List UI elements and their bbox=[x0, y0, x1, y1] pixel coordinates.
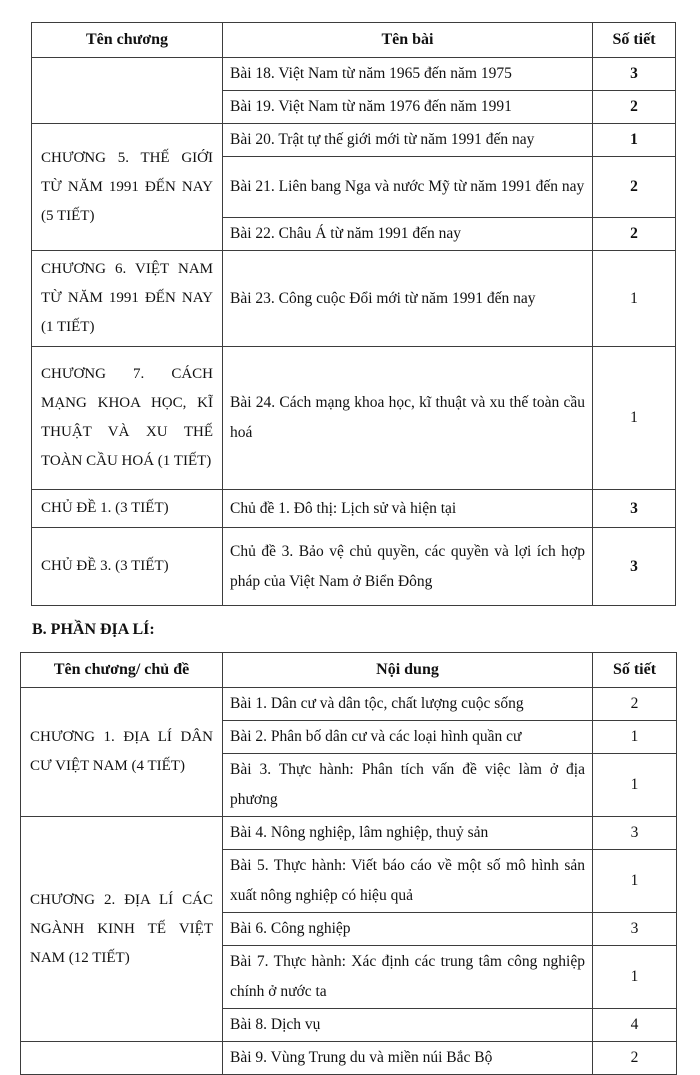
table-header-row bbox=[32, 23, 676, 58]
table-row bbox=[21, 1042, 677, 1075]
lesson-cell: Bài 8. Dịch vụ bbox=[223, 1009, 593, 1042]
periods-cell: 3 bbox=[593, 817, 677, 850]
periods-cell: 2 bbox=[593, 1042, 677, 1075]
table-row bbox=[32, 347, 676, 490]
chapter-cell bbox=[32, 58, 223, 124]
table-row bbox=[32, 490, 676, 528]
lesson-cell: Bài 23. Công cuộc Đổi mới từ năm 1991 đến nay bbox=[223, 251, 593, 347]
chapter-cell: CHƯƠNG 2. ĐỊA LÍ CÁC NGÀNH KINH TẾ VIỆT NAM (12 TIẾT) bbox=[21, 817, 223, 1042]
table-row bbox=[21, 817, 677, 850]
lesson-cell: Chủ đề 1. Đô thị: Lịch sử và hiện tại bbox=[223, 490, 593, 528]
lesson-cell: Bài 24. Cách mạng khoa học, kĩ thuật và xu thế toàn cầu hoá bbox=[223, 347, 593, 490]
periods-cell: 3 bbox=[593, 490, 676, 528]
column-header-content: Nội dung bbox=[223, 653, 593, 688]
document-page bbox=[0, 22, 700, 1066]
column-header-lesson: Tên bài bbox=[223, 23, 593, 58]
chapter-cell: CHỦ ĐỀ 1. (3 TIẾT) bbox=[32, 490, 223, 528]
periods-cell: 3 bbox=[593, 913, 677, 946]
chapter-cell: CHƯƠNG 7. CÁCH MẠNG KHOA HỌC, KĨ THUẬT VÀ XU THẾ TOÀN CẦU HOÁ (1 TIẾT) bbox=[32, 347, 223, 490]
lesson-cell: Bài 2. Phân bố dân cư và các loại hình quần cư bbox=[223, 721, 593, 754]
lesson-cell: Bài 22. Châu Á từ năm 1991 đến nay bbox=[223, 218, 593, 251]
lesson-cell: Chủ đề 3. Bảo vệ chủ quyền, các quyền và lợi ích hợp pháp của Việt Nam ở Biển Đông bbox=[223, 528, 593, 606]
column-header-chapter: Tên chương/ chủ đề bbox=[21, 653, 223, 688]
table-row bbox=[32, 58, 676, 91]
chapter-cell: CHƯƠNG 1. ĐỊA LÍ DÂN CƯ VIỆT NAM (4 TIẾT) bbox=[21, 688, 223, 817]
table-row bbox=[32, 124, 676, 157]
periods-cell: 2 bbox=[593, 688, 677, 721]
chapter-cell: CHỦ ĐỀ 3. (3 TIẾT) bbox=[32, 528, 223, 606]
table-row bbox=[32, 528, 676, 606]
lesson-cell: Bài 1. Dân cư và dân tộc, chất lượng cuộc sống bbox=[223, 688, 593, 721]
periods-cell: 4 bbox=[593, 1009, 677, 1042]
section-heading-geography: B. PHẦN ĐỊA LÍ: bbox=[32, 621, 155, 638]
lesson-cell: Bài 9. Vùng Trung du và miền núi Bắc Bộ bbox=[223, 1042, 593, 1075]
chapter-cell: CHƯƠNG 6. VIỆT NAM TỪ NĂM 1991 ĐẾN NAY (1 TIẾT) bbox=[32, 251, 223, 347]
lesson-cell: Bài 20. Trật tự thế giới mới từ năm 1991 đến nay bbox=[223, 124, 593, 157]
column-header-periods: Số tiết bbox=[593, 23, 676, 58]
lesson-cell: Bài 3. Thực hành: Phân tích vấn đề việc làm ở địa phương bbox=[223, 754, 593, 817]
periods-cell: 3 bbox=[593, 58, 676, 91]
table-header-row bbox=[21, 653, 677, 688]
column-header-chapter: Tên chương bbox=[32, 23, 223, 58]
lesson-cell: Bài 18. Việt Nam từ năm 1965 đến năm 1975 bbox=[223, 58, 593, 91]
table-row bbox=[32, 251, 676, 347]
table-row bbox=[21, 688, 677, 721]
periods-cell: 1 bbox=[593, 850, 677, 913]
periods-cell: 2 bbox=[593, 157, 676, 218]
lesson-cell: Bài 6. Công nghiệp bbox=[223, 913, 593, 946]
periods-cell: 1 bbox=[593, 754, 677, 817]
geography-curriculum-table bbox=[20, 652, 677, 1075]
periods-cell: 1 bbox=[593, 124, 676, 157]
column-header-periods: Số tiết bbox=[593, 653, 677, 688]
lesson-cell: Bài 4. Nông nghiệp, lâm nghiệp, thuỷ sản bbox=[223, 817, 593, 850]
lesson-cell: Bài 5. Thực hành: Viết báo cáo về một số mô hình sản xuất nông nghiệp có hiệu quả bbox=[223, 850, 593, 913]
periods-cell: 1 bbox=[593, 251, 676, 347]
periods-cell: 1 bbox=[593, 347, 676, 490]
history-curriculum-table bbox=[31, 22, 676, 606]
periods-cell: 1 bbox=[593, 721, 677, 754]
chapter-cell: CHƯƠNG 5. THẾ GIỚI TỪ NĂM 1991 ĐẾN NAY (5 TIẾT) bbox=[32, 124, 223, 251]
lesson-cell: Bài 21. Liên bang Nga và nước Mỹ từ năm 1991 đến nay bbox=[223, 157, 593, 218]
chapter-cell bbox=[21, 1042, 223, 1075]
periods-cell: 2 bbox=[593, 91, 676, 124]
lesson-cell: Bài 19. Việt Nam từ năm 1976 đến năm 1991 bbox=[223, 91, 593, 124]
periods-cell: 1 bbox=[593, 946, 677, 1009]
lesson-cell: Bài 7. Thực hành: Xác định các trung tâm công nghiệp chính ở nước ta bbox=[223, 946, 593, 1009]
periods-cell: 3 bbox=[593, 528, 676, 606]
periods-cell: 2 bbox=[593, 218, 676, 251]
